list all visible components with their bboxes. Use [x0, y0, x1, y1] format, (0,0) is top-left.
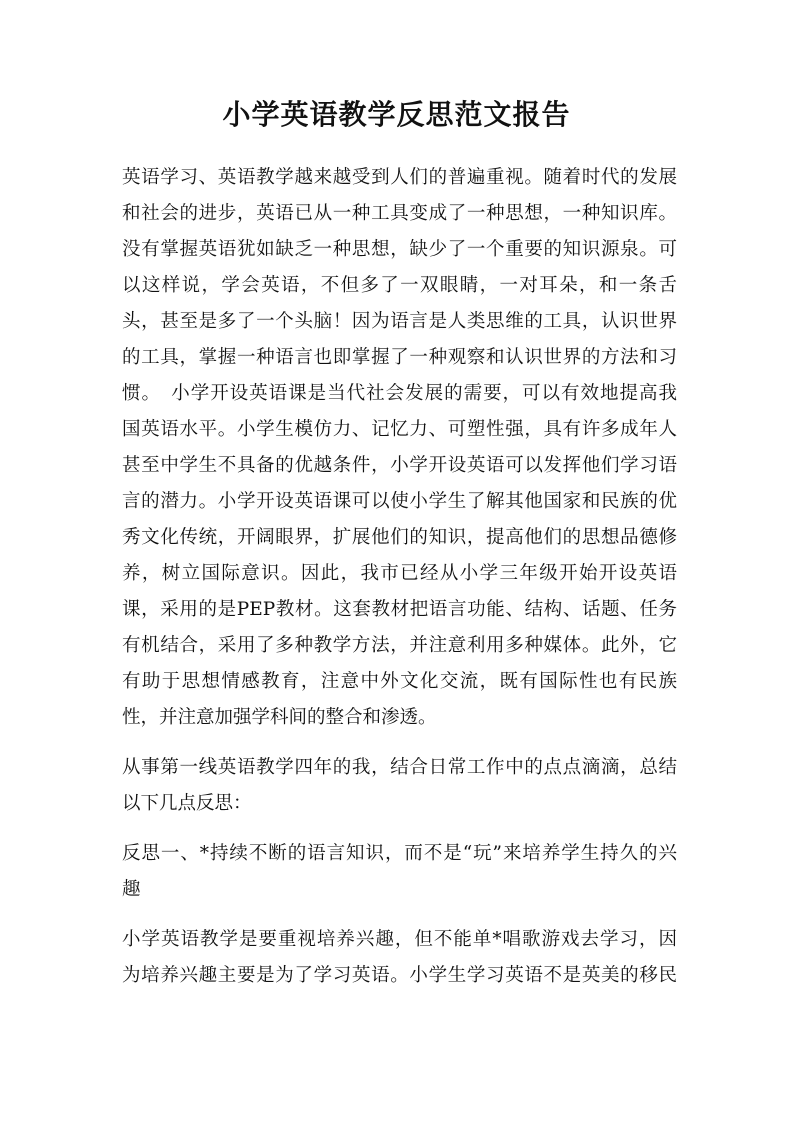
text-line: 性，并注意加强学科间的整合和渗透。: [122, 707, 437, 728]
text-line: 课，采用的是PEP教材。这套教材把语言功能、结构、话题、任务: [122, 599, 677, 620]
text-line: 为培养兴趣主要是为了学习英语。小学生学习英语不是英美的移民: [122, 965, 677, 986]
text-line: 言的潜力。小学开设英语课可以使小学生了解其他国家和民族的优: [122, 491, 677, 512]
text-line: 小学英语教学是要重视培养兴趣，但不能单*唱歌游戏去学习，因: [122, 929, 677, 950]
paragraph-reflection-intro: [122, 750, 677, 822]
paragraph-reflection-one-heading: [122, 836, 677, 908]
text-line: 养，树立国际意识。因此，我市已经从小学三年级开始开设英语: [122, 563, 677, 584]
text-line: 和社会的进步，英语已从一种工具变成了一种思想，一种知识库。: [122, 203, 677, 224]
text-line: 头，甚至是多了一个头脑！因为语言是人类思维的工具，认识世界: [122, 311, 677, 332]
document-title: 小学英语教学反思范文报告: [222, 98, 571, 131]
document-body: [122, 160, 677, 1008]
text-line: 反思一、*持续不断的语言知识，而不是“玩”来培养学生持久的兴: [122, 843, 677, 864]
text-line: 从事第一线英语教学四年的我，结合日常工作中的点点滴滴，总结: [122, 757, 677, 778]
text-line: 甚至中学生不具备的优越条件，小学开设英语可以发挥他们学习语: [122, 455, 677, 476]
text-line: 有机结合，采用了多种教学方法，并注意利用多种媒体。此外，它: [122, 635, 677, 656]
text-line: 以这样说，学会英语，不但多了一双眼睛，一对耳朵，和一条舌: [122, 275, 677, 296]
text-line: 趣: [122, 879, 141, 900]
paragraph-reflection-one-body: [122, 922, 677, 994]
text-line: 惯。 小学开设英语课是当代社会发展的需要，可以有效地提高我: [122, 383, 677, 404]
paragraph-intro: [122, 160, 677, 736]
text-line: 秀文化传统，开阔眼界，扩展他们的知识，提高他们的思想品德修: [122, 527, 677, 548]
text-line: 英语学习、英语教学越来越受到人们的普遍重视。随着时代的发展: [122, 167, 677, 188]
text-line: 没有掌握英语犹如缺乏一种思想，缺少了一个重要的知识源泉。可: [122, 239, 677, 260]
text-line: 有助于思想情感教育，注意中外文化交流，既有国际性也有民族: [122, 671, 677, 692]
text-line: 以下几点反思：: [122, 793, 252, 814]
text-line: 国英语水平。小学生模仿力、记忆力、可塑性强，具有许多成年人: [122, 419, 677, 440]
text-line: 的工具，掌握一种语言也即掌握了一种观察和认识世界的方法和习: [122, 347, 677, 368]
